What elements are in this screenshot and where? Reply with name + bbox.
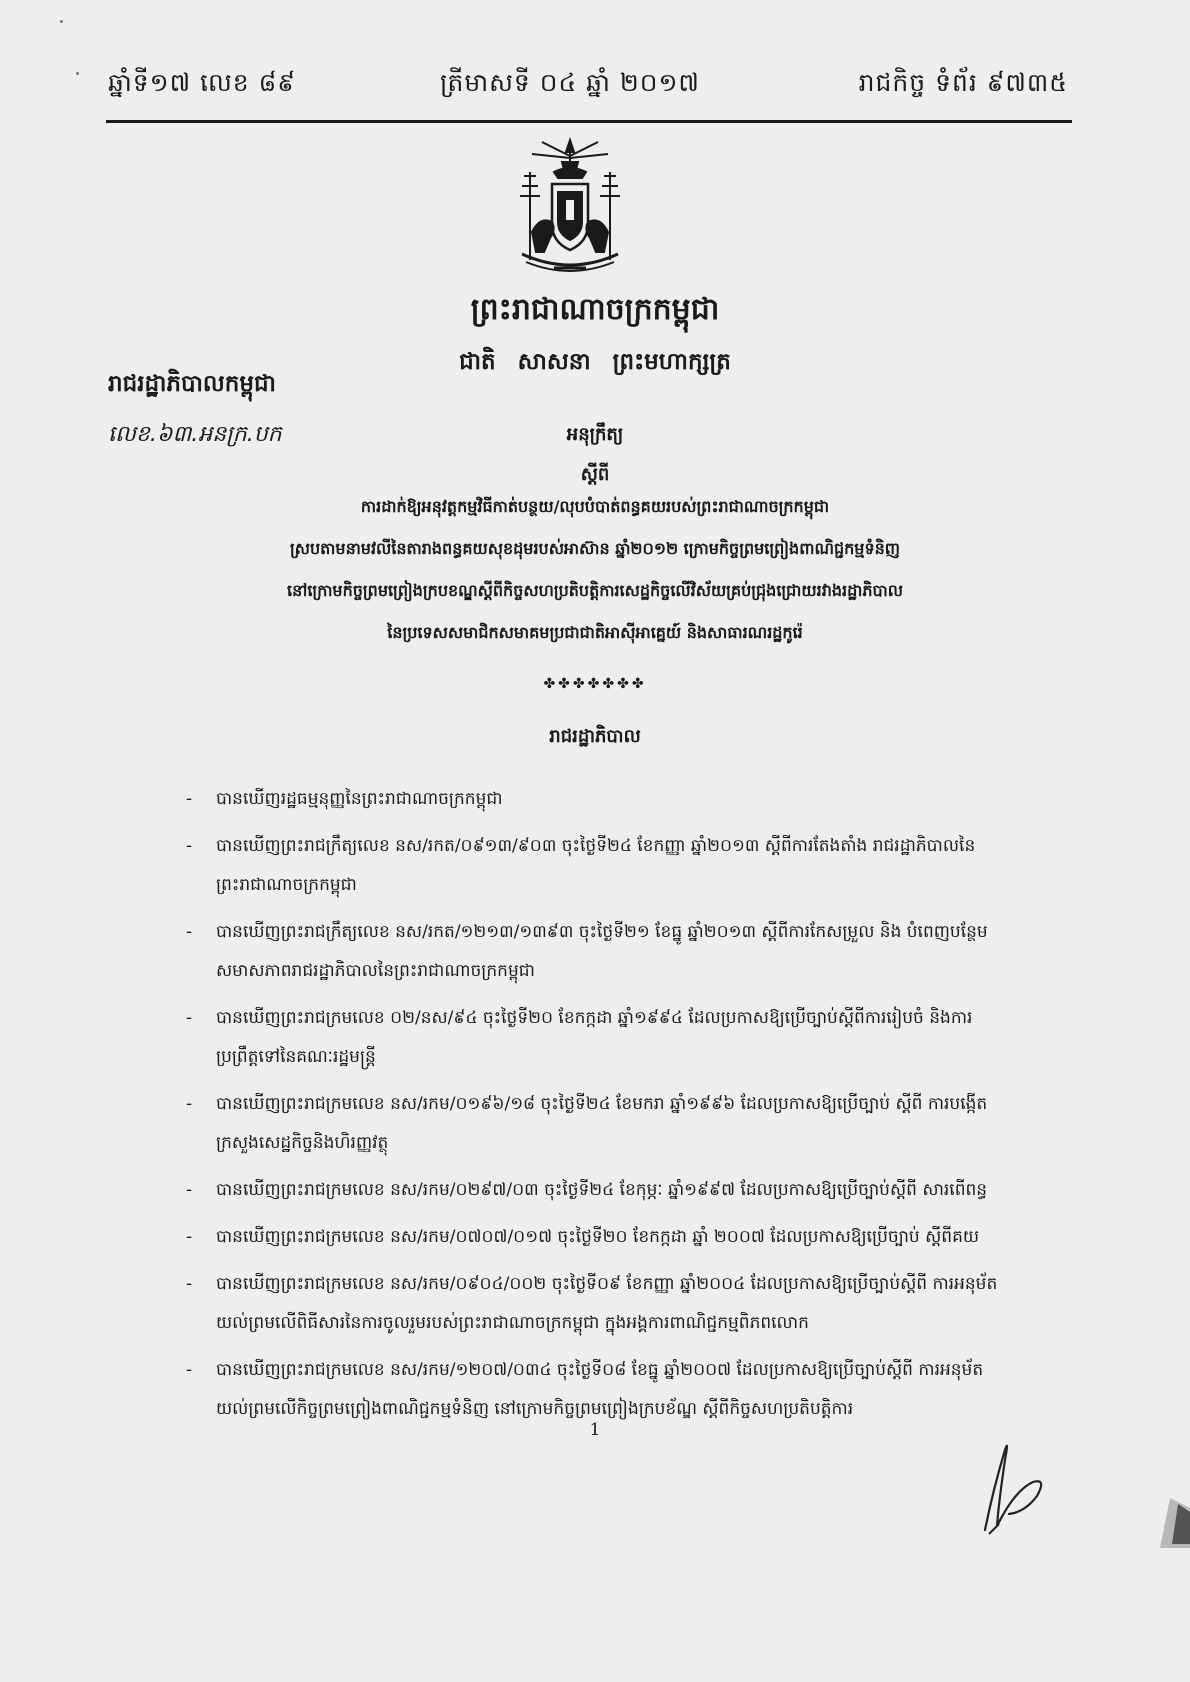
about-word: ស្តីពី (580, 464, 610, 485)
kingdom-name: ព្រះរាជាណាចក្រកម្ពុជា (470, 292, 720, 327)
list-item: - បានឃើញព្រះរាជក្រមលេខ នស/រកម/០៧០៧/០១៧ ចុះថ្ងៃទី២០ ខែកក្កដា ឆ្នាំ ២០០៧ ដែលប្រកាសឱ្យប្រើច្បាប់ ស្តីពីគយ (186, 1227, 980, 1247)
list-item: - បានឃើញរដ្ឋធម្មនុញ្ញនៃព្រះរាជាណាចក្រកម្ពុជា (186, 789, 503, 809)
considerations-list (186, 780, 1006, 1437)
page-number: 1 (589, 1420, 601, 1440)
list-item: - បានឃើញព្រះរាជក្រមលេខ ០២/នស/៩៤ ចុះថ្ងៃទី២០ ខែកក្កដា ឆ្នាំ១៩៩៤ ដែលប្រកាសឱ្យប្រើច្បាប់ស្តីពីការរៀបចំ និងការប្រព្រឹត្តទៅនៃគណៈរដ្ឋមន្ត្រី (186, 1008, 973, 1067)
issuing-authority: រាជរដ្ឋាភិបាលកម្ពុជា (108, 371, 276, 397)
decree-title-line: នៃប្រទេសសមាជិកសមាគមប្រជាជាតិអាស៊ីអាគ្នេយ៍ និងសាធារណរដ្ឋកូរ៉េ (387, 623, 803, 642)
royal-coat-of-arms-icon (502, 136, 638, 278)
consideration-text: បានឃើញព្រះរាជក្រឹត្យលេខ នស/រកត/០៩១៣/៩០៣ ចុះថ្ងៃទី២៤ ខែកញ្ញា ឆ្នាំ២០១៣ ស្តីពីការតែងតាំង រាជរដ្ឋាភិបាលនៃព្រះរាជាណាចក្រកម្ពុជា (216, 836, 976, 895)
decree-title-line: ស្របតាមនាមវលីនៃតារាងពន្ធគយសុខដុមរបស់អាស៊ាន ឆ្នាំ២០១២ ក្រោមកិច្ចព្រមព្រៀងពាណិជ្ជកម្មទំនិញ (290, 539, 900, 558)
scan-shadow (1140, 1498, 1190, 1548)
preamble-heading: រាជរដ្ឋាភិបាល (549, 726, 641, 747)
document-type: អនុក្រឹត្យ (566, 424, 624, 445)
header-divider (106, 120, 1072, 123)
consideration-text: បានឃើញព្រះរាជក្រមលេខ ០២/នស/៩៤ ចុះថ្ងៃទី២០ ខែកក្កដា ឆ្នាំ១៩៩៤ ដែលប្រកាសឱ្យប្រើច្បាប់ស្តីពីការរៀបចំ និងការប្រព្រឹត្តទៅនៃគណៈរដ្ឋមន្ត្រី (216, 1008, 973, 1067)
consideration-text: បានឃើញព្រះរាជក្រមលេខ នស/រកម/០១៩៦/១៨ ចុះថ្ងៃទី២៤ ខែមករា ឆ្នាំ១៩៩៦ ដែលប្រកាសឱ្យប្រើច្បាប់ ស្តីពី ការបង្កើតក្រសួងសេដ្ឋកិច្ចនិងហិរញ្ញវត្ថុ (216, 1094, 988, 1153)
consideration-text: បានឃើញព្រះរាជក្រមលេខ នស/រកម/០៩០៤/០០២ ចុះថ្ងៃទី០៩ ខែកញ្ញា ឆ្នាំ២០០៤ ដែលប្រកាសឱ្យប្រើច្បាប់ស្តីពី ការអនុម័តយល់ព្រមលើពិធីសារនៃការចូលរួមរបស់ព្រះរាជាណាចក្រកម្ពុជា ក្នុងអង្គការពាណិជ្ជកម្មពិភពលោក (216, 1274, 998, 1333)
consideration-text: បានឃើញព្រះរាជក្រមលេខ នស/រកម/០២៩៧/០៣ ចុះថ្ងៃទី២៤ ខែកុម្ភៈ ឆ្នាំ១៩៩៧ ដែលប្រកាសឱ្យប្រើច្បាប់ស្តីពី សារពើពន្ធ (216, 1180, 988, 1200)
consideration-text: បានឃើញព្រះរាជក្រឹត្យលេខ នស/រកត/១២១៣/១៣៩៣ ចុះថ្ងៃទី២១ ខែធ្នូ ឆ្នាំ២០១៣ ស្តីពីការកែសម្រួល និង បំពេញបន្ថែមសមាសភាពរាជរដ្ឋាភិបាលនៃព្រះរាជាណាចក្រកម្ពុជា (216, 922, 988, 981)
speck (60, 20, 63, 23)
consideration-text: បានឃើញព្រះរាជក្រមលេខ នស/រកម/១២០៧/០៣៤ ចុះថ្ងៃទី០៨ ខែធ្នូ ឆ្នាំ២០០៧ ដែលប្រកាសឱ្យប្រើច្បាប់ស្តីពី ការអនុម័តយល់ព្រមលើកិច្ចព្រមព្រៀងពាណិជ្ជកម្មទំនិញ នៅក្រោមកិច្ចព្រមព្រៀងក្របខ័ណ្ឌ ស្តីពីកិច្ចសហប្រតិបត្តិការ (216, 1360, 984, 1419)
decree-title-line: ការដាក់ឱ្យអនុវត្តកម្មវិធីកាត់បន្ថយ/លុបបំបាត់ពន្ធគយរបស់ព្រះរាជាណាចក្រកម្ពុជា (360, 497, 830, 516)
ornament-divider: ✤✤✤✤✤✤✤ (543, 676, 647, 692)
decree-number: លេខ.៦៣.អនក្រ.បក (108, 422, 282, 447)
consideration-text: បានឃើញព្រះរាជក្រមលេខ នស/រកម/០៧០៧/០១៧ ចុះថ្ងៃទី២០ ខែកក្កដា ឆ្នាំ ២០០៧ ដែលប្រកាសឱ្យប្រើច្បាប់ ស្តីពីគយ (216, 1227, 980, 1247)
national-motto: ជាតិ សាសនា ព្រះមហាក្សត្រ (459, 349, 731, 375)
gazette-page-ref: រាជកិច្ច ទំព័រ ៩៧៣៥ (858, 68, 1068, 97)
gazette-date: ត្រីមាសទី ០៤ ឆ្នាំ ២០១៧ (440, 68, 700, 97)
initials-signature (975, 1430, 1065, 1540)
list-item: - បានឃើញព្រះរាជក្រមលេខ នស/រកម/០១៩៦/១៨ ចុះថ្ងៃទី២៤ ខែមករា ឆ្នាំ១៩៩៦ ដែលប្រកាសឱ្យប្រើច្បាប់ ស្តីពី ការបង្កើតក្រសួងសេដ្ឋកិច្ចនិងហិរញ្ញវត្ថុ (186, 1094, 988, 1153)
list-item: - បានឃើញព្រះរាជក្រមលេខ នស/រកម/០៩០៤/០០២ ចុះថ្ងៃទី០៩ ខែកញ្ញា ឆ្នាំ២០០៤ ដែលប្រកាសឱ្យប្រើច្បាប់ស្តីពី ការអនុម័តយល់ព្រមលើពិធីសារនៃការចូលរួមរបស់ព្រះរាជាណាចក្រកម្ពុជា ក្នុងអង្គការពាណិជ្ជកម្មពិភពលោក (186, 1274, 998, 1333)
list-item: - បានឃើញព្រះរាជក្រឹត្យលេខ នស/រកត/១២១៣/១៣៩៣ ចុះថ្ងៃទី២១ ខែធ្នូ ឆ្នាំ២០១៣ ស្តីពីការកែសម្រួល និង បំពេញបន្ថែមសមាសភាពរាជរដ្ឋាភិបាលនៃព្រះរាជាណាចក្រកម្ពុជា (186, 922, 988, 981)
decree-title-line: នៅក្រោមកិច្ចព្រមព្រៀងក្របខណ្ឌស្តីពីកិច្ចសហប្រតិបត្តិការសេដ្ឋកិច្ចលើវិស័យគ្រប់ជ្រុងជ្រោយរវាងរដ្ឋាភិបាល (287, 581, 903, 600)
consideration-text: បានឃើញរដ្ឋធម្មនុញ្ញនៃព្រះរាជាណាចក្រកម្ពុជា (216, 789, 503, 809)
list-item: - បានឃើញព្រះរាជក្រមលេខ នស/រកម/១២០៧/០៣៤ ចុះថ្ងៃទី០៨ ខែធ្នូ ឆ្នាំ២០០៧ ដែលប្រកាសឱ្យប្រើច្បាប់ស្តីពី ការអនុម័តយល់ព្រមលើកិច្ចព្រមព្រៀងពាណិជ្ជកម្មទំនិញ នៅក្រោមកិច្ចព្រមព្រៀងក្របខ័ណ្ឌ ស្តីពីកិច្ចសហប្រតិបត្តិការ (186, 1360, 984, 1419)
speck (76, 72, 79, 75)
list-item: - បានឃើញព្រះរាជក្រមលេខ នស/រកម/០២៩៧/០៣ ចុះថ្ងៃទី២៤ ខែកុម្ភៈ ឆ្នាំ១៩៩៧ ដែលប្រកាសឱ្យប្រើច្បាប់ស្តីពី សារពើពន្ធ (186, 1180, 988, 1200)
gazette-year-issue: ឆ្នាំទី១៧ លេខ ៨៩ (108, 68, 297, 97)
list-item: - បានឃើញព្រះរាជក្រឹត្យលេខ នស/រកត/០៩១៣/៩០៣ ចុះថ្ងៃទី២៤ ខែកញ្ញា ឆ្នាំ២០១៣ ស្តីពីការតែងតាំង រាជរដ្ឋាភិបាលនៃព្រះរាជាណាចក្រកម្ពុជា (186, 836, 976, 895)
